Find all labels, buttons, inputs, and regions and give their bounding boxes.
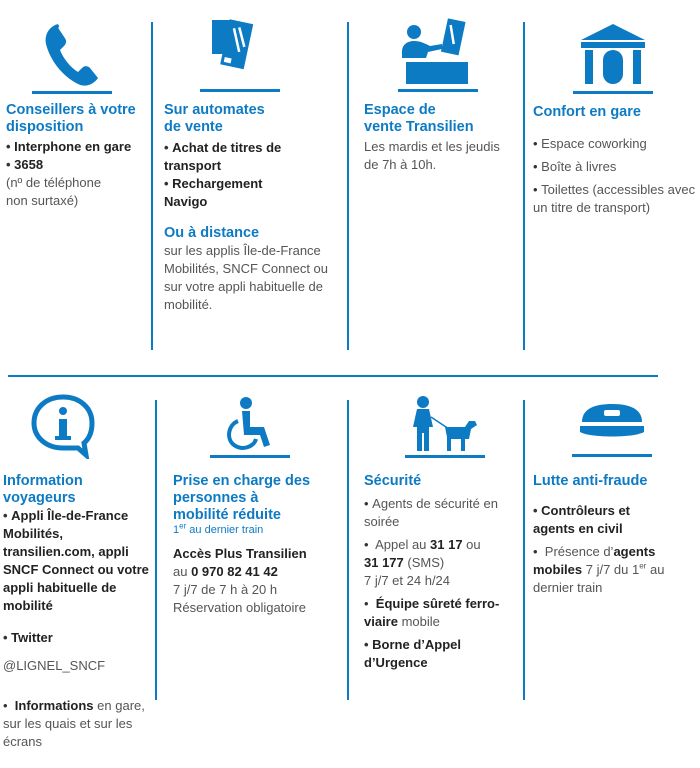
anti-fraud-item-mobile-agents — [533, 543, 693, 597]
call-post: (SMS) — [403, 555, 445, 570]
prm-subtitle-post: au dernier train — [186, 524, 264, 536]
comfort-item-toilets: • Toilettes (accessibles avec un titre de transport) — [533, 181, 700, 217]
anti-fraud-title: Lutte anti-fraude — [533, 473, 648, 489]
machines-item-navigo: • Rechargement Navigo — [164, 175, 284, 211]
comfort-item-coworking: • Espace coworking — [533, 135, 700, 153]
call-number-1: 31 17 — [430, 537, 463, 552]
mobile-agents-post: au dernier train — [533, 562, 665, 595]
security-item-call — [364, 536, 514, 590]
security-item-team — [364, 595, 514, 631]
prm-booking: Réservation obligatoire — [173, 600, 306, 615]
prm-phone-line — [173, 563, 345, 581]
prm-service: Accès Plus Transilien — [173, 546, 307, 561]
call-hours: 7 j/7 et 24 h/24 — [364, 573, 451, 588]
anti-fraud-item-controllers: • Contrôleurs et agents en civil — [533, 502, 673, 538]
traveler-info-twitter: • Twitter — [3, 629, 153, 647]
ticket-icon — [200, 18, 280, 93]
team-rest: mobile — [397, 614, 440, 629]
info-icon — [28, 393, 98, 459]
anti-fraud-block — [533, 473, 700, 597]
prm-subtitle-pre: 1 — [173, 524, 180, 536]
divider-bottom-1 — [155, 400, 157, 700]
sales-space-title: Espace de vente Transilien — [364, 102, 474, 135]
prm-hours: 7 j/7 de 7 h à 20 h — [173, 582, 278, 597]
prm-subtitle — [173, 521, 345, 537]
divider-bottom-2 — [347, 400, 349, 700]
sales-space-hours: Les mardis et les jeudis de 7h à 10h. — [364, 139, 500, 172]
twitter-handle: @LIGNEL_SNCF — [3, 658, 106, 673]
mobile-agents-sup: er — [639, 561, 647, 571]
security-item-agents: • Agents de sécurité en soirée — [364, 495, 514, 531]
machines-block — [164, 102, 344, 314]
advisors-title: Conseillers à votre disposition — [6, 102, 136, 135]
call-pre: Appel au — [375, 537, 431, 552]
prm-title: Prise en charge des personnes à mobilité réduite — [173, 473, 311, 523]
comfort-block — [533, 104, 700, 217]
traveler-info-block — [3, 473, 153, 751]
wheelchair-icon — [210, 395, 290, 459]
divider-top-1 — [151, 22, 153, 350]
machines-title: Sur automates de vente — [164, 102, 265, 135]
sales-space-block — [364, 102, 514, 174]
machines-item-purchase: • Achat de titres de transport — [164, 139, 294, 175]
security-item-emergency: • Borne d’Appel d’Urgence — [364, 636, 484, 672]
prm-block — [173, 473, 345, 617]
advisors-block — [6, 102, 148, 210]
controller-cap-icon — [572, 398, 652, 458]
prm-subtitle-sup: er — [179, 521, 187, 531]
sales-desk-icon — [398, 18, 478, 93]
team-bold: Équipe sûreté ferroviaire — [364, 596, 500, 629]
phone-icon — [32, 20, 112, 95]
advisors-item-intercom: • Interphone en gare — [6, 138, 148, 156]
screens-bold: Informations — [14, 698, 94, 713]
traveler-info-title: Information voyageurs — [3, 473, 83, 506]
call-number-2: 31 177 — [364, 555, 404, 570]
divider-horizontal — [8, 375, 658, 377]
traveler-info-screens — [3, 697, 151, 751]
security-block — [364, 473, 524, 672]
prm-phone: 0 970 82 41 42 — [191, 564, 278, 579]
comfort-item-books: • Boîte à livres — [533, 158, 700, 176]
call-mid: ou — [462, 537, 481, 552]
comfort-title: Confort en gare — [533, 104, 641, 120]
screens-rest: en gare, sur les quais et sur les écrans — [3, 698, 145, 749]
remote-title: Ou à distance — [164, 225, 260, 241]
security-title: Sécurité — [364, 473, 422, 489]
mobile-agents-bold: agents mobiles — [533, 544, 656, 577]
prm-phone-pre: au — [173, 564, 192, 579]
divider-top-3 — [523, 22, 525, 350]
security-dog-icon — [405, 395, 485, 459]
remote-text: sur les applis Île-de-France Mobilités, SNCF Connect ou sur votre appli habituelle de mobilité. — [164, 243, 329, 312]
advisors-item-3658: • 3658 — [6, 156, 148, 174]
traveler-info-apps: • Appli Île-de-France Mobilités, transilien.com, appli SNCF Connect ou votre appli habituelle de mobilité — [3, 507, 151, 615]
divider-top-2 — [347, 22, 349, 350]
mobile-agents-mid: 7 j/7 du 1 — [582, 562, 640, 577]
advisors-note: (nº de téléphone non surtaxé) — [6, 175, 102, 208]
station-building-icon — [573, 20, 653, 95]
mobile-agents-pre: Présence d’ — [544, 544, 614, 559]
